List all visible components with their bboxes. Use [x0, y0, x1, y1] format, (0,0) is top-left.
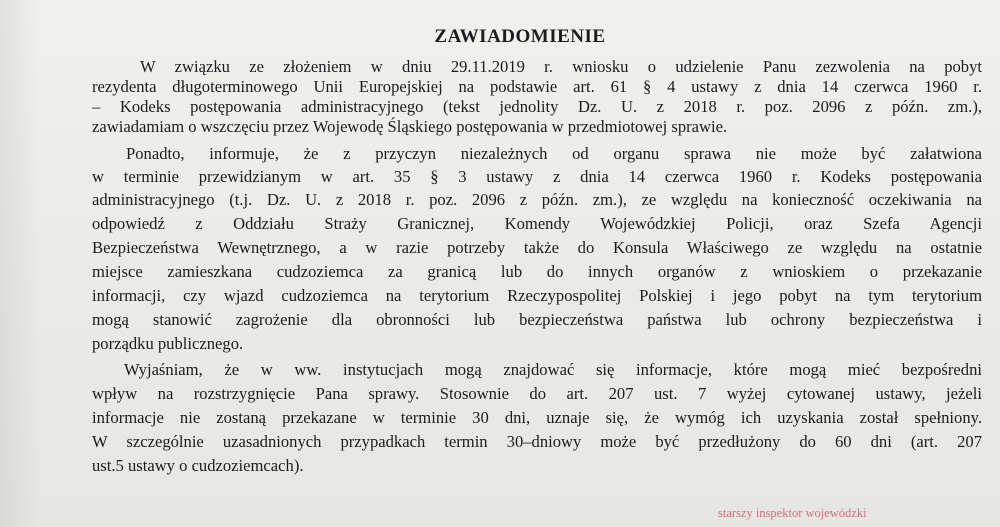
paragraph-2-line-8: mogą stanowić zagrożenie dla obronności lub bezpieczeństwa państwa lub ochrony bezpieczeństwa i — [92, 310, 982, 329]
paragraph-2-line-4: odpowiedź z Oddziału Straży Granicznej, Komendy Wojewódzkiej Policji, oraz Szefa Agencji — [92, 214, 982, 233]
paragraph-2-line-2: w terminie przewidzianym w art. 35 § 3 ustawy z dnia 14 czerwca 1960 r. Kodeks postępowania — [92, 167, 982, 186]
paragraph-2-line-9: porządku publicznego. — [92, 334, 244, 353]
paragraph-3-line-1: Wyjaśniam, że w ww. instytucjach mogą znajdować się informacje, które mogą mieć bezpośredni — [124, 360, 982, 379]
paragraph-2-line-5: Bezpieczeństwa Wewnętrznego, a w razie potrzeby także do Konsula Właściwego ze względu na ostatnie — [92, 238, 982, 257]
document-title: ZAWIADOMIENIE — [434, 26, 606, 47]
paragraph-1-line-3: – Kodeks postępowania administracyjnego (tekst jednolity Dz. U. z 2018 r. poz. 2096 z późn. zm.), — [92, 97, 982, 116]
paragraph-2-line-7: informacji, czy wjazd cudzoziemca na terytorium Rzeczypospolitej Polskiej i jego pobyt na tym terytorium — [92, 286, 982, 305]
signature-stamp: starszy inspektor wojewódzki — [718, 506, 867, 520]
paragraph-1-line-2: rezydenta długoterminowego Unii Europejskiej na podstawie art. 61 § 4 ustawy z dnia 14 czerwca 1960 r. — [92, 77, 982, 96]
paragraph-3-line-2: wpływ na rozstrzygnięcie Pana sprawy. Stosownie do art. 207 ust. 7 wyżej cytowanej ustawy, jeżeli — [92, 384, 982, 403]
paragraph-2-line-6: miejsce zamieszkana cudzoziemca za granicą lub do innych organów z wnioskiem o przekazanie — [92, 262, 982, 281]
paragraph-2-line-3: administracyjnego (t.j. Dz. U. z 2018 r. poz. 2096 z późn. zm.), ze względu na konieczność oczekiwania na — [92, 190, 982, 209]
paragraph-3-line-3: informacje nie zostaną przekazane w terminie 30 dni, uznaje się, że wymóg ich uzyskania został spełniony. — [92, 408, 982, 427]
paragraph-3-line-5: ust.5 ustawy o cudzoziemcach). — [92, 456, 304, 475]
paragraph-1-line-1: W związku ze złożeniem w dniu 29.11.2019 r. wniosku o udzielenie Panu zezwolenia na pobyt — [140, 57, 982, 76]
paragraph-1-line-4: zawiadamiam o wszczęciu przez Wojewodę Śląskiego postępowania w przedmiotowej sprawie. — [92, 117, 728, 136]
paragraph-3-line-4: W szczególnie uzasadnionych przypadkach termin 30–dniowy może być przedłużony do 60 dni (art. 207 — [92, 432, 982, 451]
paragraph-2-line-1: Ponadto, informuje, że z przyczyn niezależnych od organu sprawa nie może być załatwiona — [126, 144, 982, 163]
page-shadow — [0, 0, 40, 527]
